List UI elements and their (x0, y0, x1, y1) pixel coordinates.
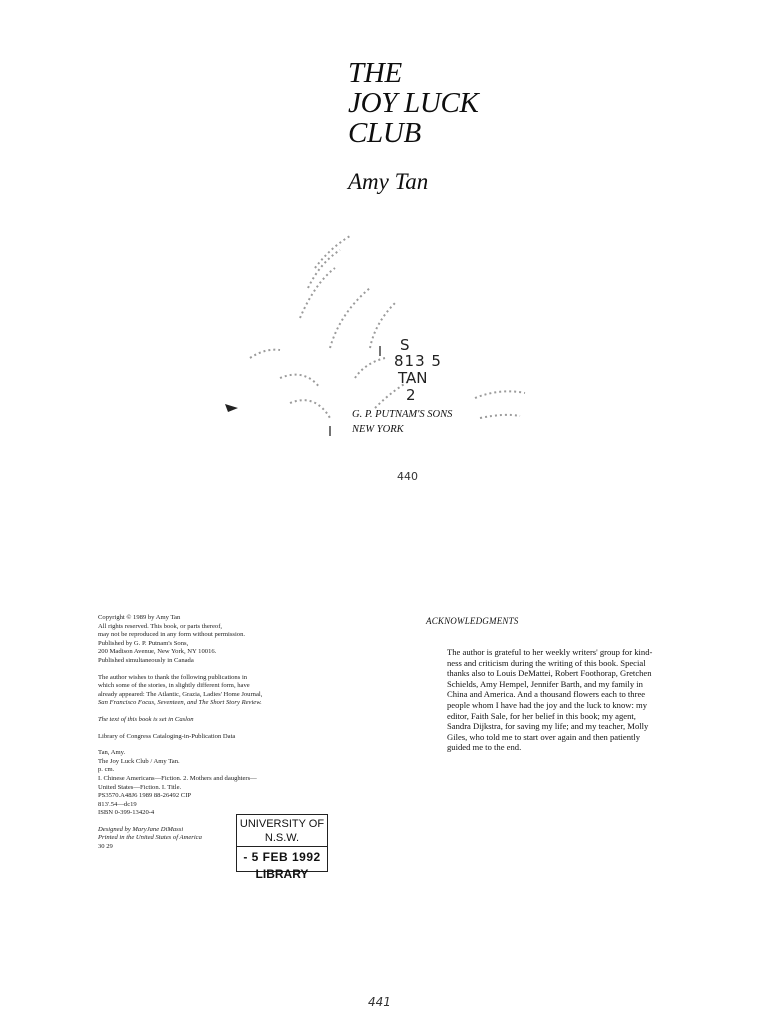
copyright-line: 200 Madison Avenue, New York, NY 10016. (98, 648, 217, 656)
publisher-imprint (352, 407, 452, 437)
stamp-library: LIBRARY (255, 867, 309, 881)
book-title (348, 58, 479, 148)
acknowledgments-line: guided me to the end. (447, 742, 522, 753)
cip-heading: Library of Congress Cataloging-in-Publication Data (98, 732, 236, 740)
call-number-line: S (400, 336, 410, 354)
call-number-line: 813 5 (394, 352, 442, 370)
cip-line: Tan, Amy. (98, 749, 126, 757)
publisher-name: G. P. PUTNAM'S SONS (352, 409, 453, 420)
copyright-line: Published by G. P. Putnam's Sons, (98, 639, 189, 647)
cip-line: p. cm. (98, 766, 115, 774)
cip-line: ISBN 0-399-13420-4 (98, 809, 155, 817)
cip-line: United States—Fiction. I. Title. (98, 783, 182, 791)
acknowledgments-line: people whom I have had the joy and the luck to know: my (447, 699, 647, 710)
publisher-city: NEW YORK (352, 424, 404, 435)
handwritten-number: 441 (368, 995, 391, 1009)
acknowledgments-line: China and America. And a thousand flowers each to three (447, 689, 646, 700)
stamp-date: - 5 FEB 1992 (243, 850, 321, 864)
copyright-line: Copyright © 1989 by Amy Tan (98, 614, 181, 621)
acknowledgments-body (447, 647, 719, 753)
publication-credit-line: which some of the stories, in slightly different form, have (98, 682, 250, 690)
copyright-line: All rights reserved. This book, or parts thereof, (98, 622, 223, 630)
acknowledgments-line: Schields, Amy Hempel, Jennifer Barth, and my family in (447, 678, 643, 689)
cip-line: PS3570.A48J6 1989 88-26492 CIP (98, 792, 192, 800)
designer-credit: Designed by MaryJane DiMassi (98, 825, 184, 833)
typeface-note: The text of this book is set in Caslon (98, 715, 194, 723)
title-line: JOY LUCK (348, 87, 479, 119)
stamp-university: UNIVERSITY OF N.S.W. (237, 815, 327, 847)
acknowledgments-heading: ACKNOWLEDGMENTS (426, 616, 519, 626)
cip-line: I. Chinese Americans—Fiction. 2. Mothers and daughters— (98, 774, 257, 782)
acknowledgments-line: editor, Faith Sale, for her belief in this book; my agent, (447, 710, 636, 721)
title-line: CLUB (348, 117, 421, 149)
publication-credit-line: already appeared: The Atlantic, Grazia, Ladies' Home Journal, (98, 690, 263, 698)
acknowledgments-line: Sandra Dijkstra, for saving my life; and my teacher, Molly (447, 721, 649, 732)
printed-credit: Printed in the United States of America (98, 834, 202, 842)
author-name: Amy Tan (348, 169, 429, 194)
printing-number: 30 29 (98, 843, 113, 851)
acknowledgments-line: Giles, who told me to start over again and then patiently (447, 731, 641, 742)
cip-line: 813'.54—dc19 (98, 800, 137, 808)
call-number-line: 2 (406, 386, 416, 404)
copyright-line: Published simultaneously in Canada (98, 656, 194, 664)
title-line: THE (348, 57, 402, 89)
library-stamp (236, 814, 328, 881)
copyright-line: may not be reproduced in any form without permission. (98, 631, 246, 639)
cip-line: The Joy Luck Club / Amy Tan. (98, 757, 180, 765)
handwritten-number: 440 (397, 470, 418, 483)
acknowledgments-line: The author is grateful to her weekly writers' group for kind- (447, 647, 653, 657)
publication-credit-line: The author wishes to thank the following publications in (98, 673, 248, 681)
call-number-line: TAN (398, 369, 428, 387)
acknowledgments-line: thanks also to Louis DeMattei, Robert Foothorap, Gretchen (447, 668, 652, 679)
publication-credit-line: San Francisco Focus, Seventeen, and The Short Story Review. (98, 699, 262, 707)
acknowledgments-line: ness and criticism during the writing of this book. Special (447, 657, 646, 668)
